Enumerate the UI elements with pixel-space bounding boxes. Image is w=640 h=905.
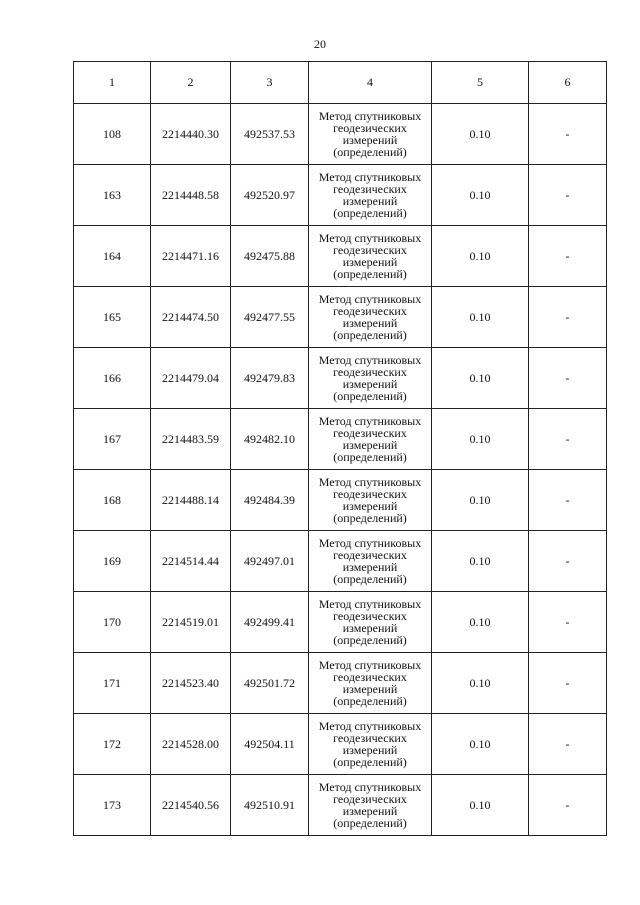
method-line: Метод спутниковых [318,536,422,550]
method-line: измерений [342,560,398,574]
header-col-5: 5 [432,62,529,104]
note-cell: - [529,714,607,775]
x-coordinate-cell: 2214448.58 [151,165,231,226]
method-line: Метод спутниковых [318,658,422,672]
method-cell [309,470,432,531]
method-line: (определений) [333,145,407,159]
method-line: Метод спутниковых [318,719,422,733]
page-number: 20 [314,37,326,51]
point-number-cell: 168 [74,470,151,531]
table-row [74,165,607,226]
method-line: Метод спутниковых [318,292,422,306]
note-cell: - [529,775,607,836]
method-line: (определений) [333,694,407,708]
method-cell [309,714,432,775]
precision-cell: 0.10 [432,653,529,714]
point-number-cell: 166 [74,348,151,409]
method-line: (определений) [333,755,407,769]
y-coordinate-cell: 492497.01 [231,531,309,592]
table-row [74,409,607,470]
table-row [74,226,607,287]
y-coordinate-cell: 492475.88 [231,226,309,287]
method-line: измерений [342,743,398,757]
precision-cell: 0.10 [432,775,529,836]
point-number-cell: 170 [74,592,151,653]
point-number-cell: 164 [74,226,151,287]
method-line: Метод спутниковых [318,353,422,367]
method-line: Метод спутниковых [318,414,422,428]
x-coordinate-cell: 2214540.56 [151,775,231,836]
method-line: измерений [342,621,398,635]
method-line: Метод спутниковых [318,597,422,611]
y-coordinate-cell: 492484.39 [231,470,309,531]
x-coordinate-cell: 2214514.44 [151,531,231,592]
x-coordinate-cell: 2214474.50 [151,287,231,348]
precision-cell: 0.10 [432,409,529,470]
x-coordinate-cell: 2214488.14 [151,470,231,531]
x-coordinate-cell: 2214523.40 [151,653,231,714]
y-coordinate-cell: 492520.97 [231,165,309,226]
x-coordinate-cell: 2214440.30 [151,104,231,165]
y-coordinate-cell: 492479.83 [231,348,309,409]
method-line: измерений [342,682,398,696]
point-number-cell: 165 [74,287,151,348]
table-header-row [74,62,607,104]
precision-cell: 0.10 [432,165,529,226]
method-line: (определений) [333,206,407,220]
method-line: (определений) [333,267,407,281]
table-body [74,104,607,836]
note-cell: - [529,287,607,348]
method-line: измерений [342,804,398,818]
method-line: измерений [342,377,398,391]
method-line: измерений [342,133,398,147]
table-row [74,104,607,165]
method-cell [309,653,432,714]
header-col-1: 1 [74,62,151,104]
y-coordinate-cell: 492482.10 [231,409,309,470]
note-cell: - [529,653,607,714]
y-coordinate-cell: 492501.72 [231,653,309,714]
point-number-cell: 163 [74,165,151,226]
method-line: Метод спутниковых [318,109,422,123]
method-line: измерений [342,438,398,452]
point-number-cell: 172 [74,714,151,775]
table-row [74,348,607,409]
y-coordinate-cell: 492510.91 [231,775,309,836]
method-cell [309,165,432,226]
table-row [74,714,607,775]
header-col-3: 3 [231,62,309,104]
y-coordinate-cell: 492537.53 [231,104,309,165]
x-coordinate-cell: 2214471.16 [151,226,231,287]
precision-cell: 0.10 [432,470,529,531]
method-cell [309,409,432,470]
point-number-cell: 167 [74,409,151,470]
method-cell [309,226,432,287]
table-row [74,531,607,592]
point-number-cell: 108 [74,104,151,165]
note-cell: - [529,409,607,470]
method-line: Метод спутниковых [318,170,422,184]
method-cell [309,287,432,348]
note-cell: - [529,104,607,165]
method-line: (определений) [333,572,407,586]
note-cell: - [529,348,607,409]
method-line: Метод спутниковых [318,475,422,489]
x-coordinate-cell: 2214479.04 [151,348,231,409]
x-coordinate-cell: 2214528.00 [151,714,231,775]
note-cell: - [529,226,607,287]
coordinates-table [73,61,607,836]
x-coordinate-cell: 2214519.01 [151,592,231,653]
method-line: геодезических [333,609,407,623]
method-line: геодезических [333,792,407,806]
method-cell [309,775,432,836]
method-line: геодезических [333,365,407,379]
method-line: Метод спутниковых [318,780,422,794]
method-line: измерений [342,499,398,513]
precision-cell: 0.10 [432,348,529,409]
note-cell: - [529,470,607,531]
header-col-4: 4 [309,62,432,104]
y-coordinate-cell: 492477.55 [231,287,309,348]
note-cell: - [529,592,607,653]
method-line: геодезических [333,121,407,135]
table-row [74,592,607,653]
method-line: геодезических [333,304,407,318]
precision-cell: 0.10 [432,226,529,287]
method-line: геодезических [333,182,407,196]
header-col-6: 6 [529,62,607,104]
y-coordinate-cell: 492499.41 [231,592,309,653]
method-line: (определений) [333,816,407,830]
y-coordinate-cell: 492504.11 [231,714,309,775]
method-line: геодезических [333,548,407,562]
method-line: (определений) [333,511,407,525]
precision-cell: 0.10 [432,531,529,592]
note-cell: - [529,531,607,592]
precision-cell: 0.10 [432,714,529,775]
method-line: геодезических [333,487,407,501]
method-cell [309,531,432,592]
method-line: Метод спутниковых [318,231,422,245]
method-line: геодезических [333,670,407,684]
point-number-cell: 169 [74,531,151,592]
point-number-cell: 171 [74,653,151,714]
method-cell [309,104,432,165]
table-row [74,775,607,836]
method-line: измерений [342,255,398,269]
method-line: геодезических [333,731,407,745]
method-line: (определений) [333,450,407,464]
method-cell [309,348,432,409]
table-row [74,653,607,714]
method-line: геодезических [333,243,407,257]
header-col-2: 2 [151,62,231,104]
method-line: (определений) [333,328,407,342]
method-line: (определений) [333,389,407,403]
point-number-cell: 173 [74,775,151,836]
method-cell [309,592,432,653]
precision-cell: 0.10 [432,104,529,165]
precision-cell: 0.10 [432,592,529,653]
method-line: измерений [342,316,398,330]
table-row [74,470,607,531]
table-row [74,287,607,348]
method-line: измерений [342,194,398,208]
method-line: геодезических [333,426,407,440]
x-coordinate-cell: 2214483.59 [151,409,231,470]
method-line: (определений) [333,633,407,647]
note-cell: - [529,165,607,226]
precision-cell: 0.10 [432,287,529,348]
